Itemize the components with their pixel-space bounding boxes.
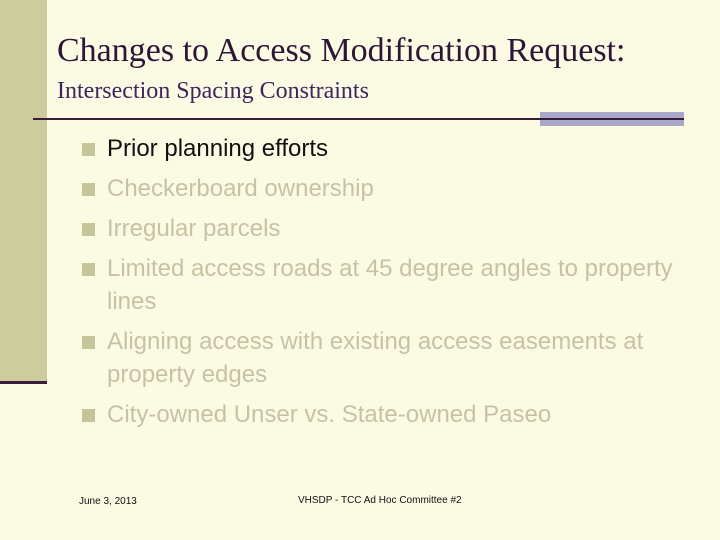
bullet-text: Aligning access with existing access easements at property edges: [107, 328, 644, 388]
bullet-text: Checkerboard ownership: [107, 175, 374, 202]
title-divider-accent-line: [540, 118, 684, 120]
slide-title: Changes to Access Modification Request:: [57, 32, 626, 69]
bullet-text: City-owned Unser vs. State-owned Paseo: [107, 401, 552, 428]
left-bar-underline: [0, 381, 47, 384]
square-bullet-icon: [82, 143, 95, 156]
left-decorative-bar: [0, 0, 47, 383]
bullet-item: [82, 132, 682, 165]
bullet-item: [82, 252, 682, 318]
footer-date: June 3, 2013: [79, 496, 137, 507]
square-bullet-icon: [82, 183, 95, 196]
footer-caption: VHSDP - TCC Ad Hoc Committee #2: [298, 495, 462, 506]
bullet-item: [82, 212, 682, 245]
bullet-text: Irregular parcels: [107, 215, 281, 242]
square-bullet-icon: [82, 336, 95, 349]
square-bullet-icon: [82, 409, 95, 422]
bullet-item: [82, 398, 682, 431]
bullet-item: [82, 172, 682, 205]
bullet-item: [82, 325, 682, 391]
bullet-text: Prior planning efforts: [107, 135, 329, 162]
square-bullet-icon: [82, 263, 95, 276]
square-bullet-icon: [82, 223, 95, 236]
bullet-text: Limited access roads at 45 degree angles to property lines: [107, 255, 673, 315]
slide-subtitle: Intersection Spacing Constraints: [57, 78, 369, 104]
bullet-list: [82, 132, 682, 438]
